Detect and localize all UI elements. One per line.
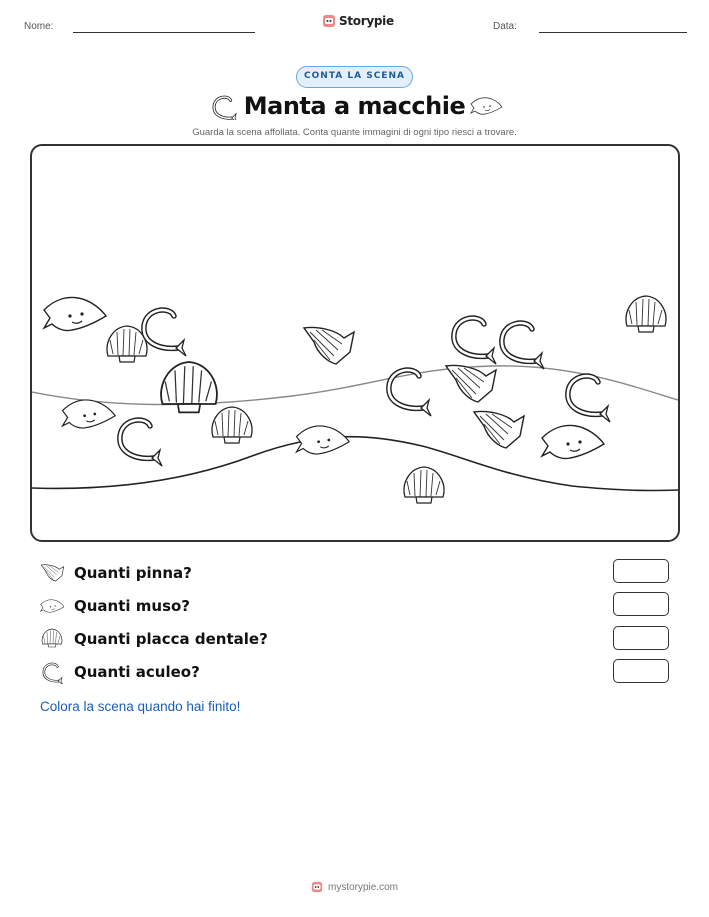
- fin-icon: [40, 561, 64, 585]
- stinger-icon: [454, 318, 496, 364]
- manta-face-icon: [469, 95, 503, 117]
- question-row: [40, 658, 200, 686]
- stinger-icon: [120, 420, 162, 466]
- stinger-icon: [568, 376, 610, 422]
- manta-face-icon: [40, 594, 64, 618]
- shell-icon: [107, 326, 147, 362]
- question-row: [40, 592, 190, 620]
- manta-face-icon: [44, 298, 106, 331]
- stinger-icon: [502, 323, 544, 369]
- date-field[interactable]: [539, 32, 687, 33]
- answer-box[interactable]: [613, 592, 669, 616]
- brand-name: Storypie: [339, 14, 394, 28]
- question-text: Quanti aculeo?: [74, 663, 200, 681]
- fin-icon: [304, 327, 354, 364]
- answer-box[interactable]: [613, 626, 669, 650]
- counting-scene: [30, 144, 680, 542]
- manta-face-icon: [542, 426, 604, 459]
- fin-icon: [474, 411, 524, 448]
- storypie-logo-icon: [322, 13, 336, 29]
- stinger-icon: [144, 310, 186, 356]
- page-title: Manta a macchie: [243, 92, 466, 120]
- question-text: Quanti placca dentale?: [74, 630, 268, 648]
- question-row: [40, 625, 268, 653]
- footer-url: mystorypie.com: [327, 881, 398, 893]
- fin-icon: [446, 365, 496, 402]
- name-label: Nome:: [24, 21, 54, 32]
- name-field[interactable]: [73, 32, 255, 33]
- manta-face-icon: [63, 400, 116, 428]
- manta-face-icon: [297, 426, 350, 454]
- shell-icon: [161, 362, 217, 412]
- question-text: Quanti pinna?: [74, 564, 192, 582]
- shell-icon: [404, 467, 444, 503]
- answer-box[interactable]: [613, 559, 669, 583]
- brand-logo: [322, 13, 394, 29]
- shell-icon: [40, 627, 64, 651]
- shell-icon: [626, 296, 666, 332]
- stinger-icon: [389, 370, 431, 416]
- instructions-subtitle: Guarda la scena affollata. Conta quante immagini di ogni tipo riesci a trovare.: [192, 127, 517, 138]
- scene-illustration: [32, 146, 678, 540]
- coloring-instruction: Colora la scena quando hai finito!: [40, 699, 241, 714]
- question-row: [40, 559, 192, 587]
- storypie-logo-icon: [311, 880, 323, 894]
- shell-icon: [212, 407, 252, 443]
- question-text: Quanti muso?: [74, 597, 191, 615]
- activity-badge: CONTA LA SCENA: [296, 66, 413, 88]
- stinger-icon: [40, 660, 64, 684]
- footer: [0, 880, 709, 894]
- answer-box[interactable]: [613, 659, 669, 683]
- date-label: Data:: [493, 21, 517, 32]
